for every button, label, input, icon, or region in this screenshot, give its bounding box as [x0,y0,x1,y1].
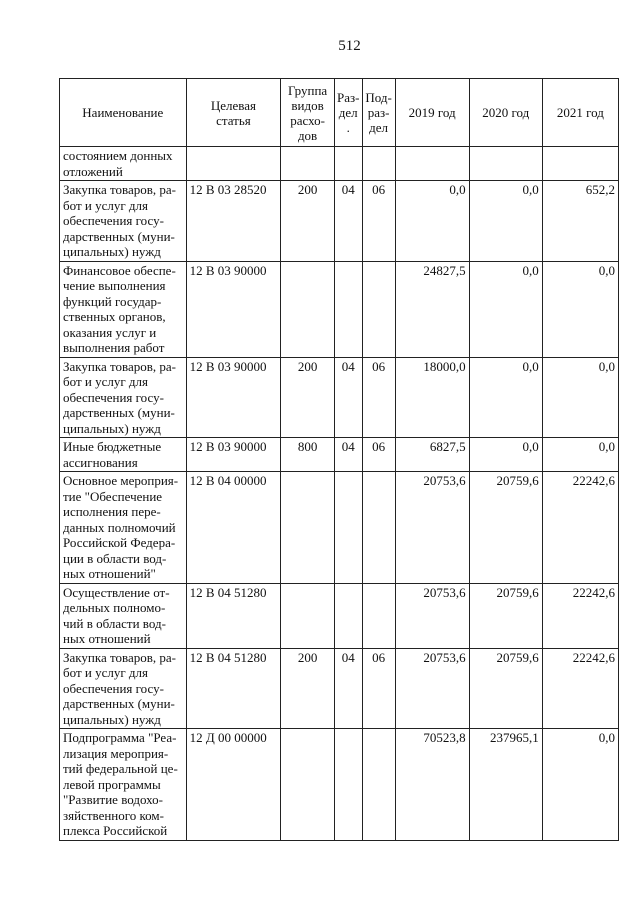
cell-target-article: 12 В 04 00000 [186,472,281,584]
cell-target-article: 12 Д 00 00000 [186,729,281,841]
cell-2019: 6827,5 [395,438,469,472]
cell-target-article: 12 В 03 28520 [186,181,281,262]
page-number: 512 [338,38,361,54]
table-row [60,261,619,357]
cell-2020: 0,0 [469,438,542,472]
header-2020: 2020 год [469,79,542,147]
cell-2020: 20759,6 [469,583,542,648]
cell-target-article: 12 В 04 51280 [186,583,281,648]
cell-2019: 20753,6 [395,583,469,648]
cell-expense-group [281,261,335,357]
cell-2020: 20759,6 [469,648,542,729]
cell-subsection [362,583,395,648]
header-expense-group: Группа видов расхо- дов [281,79,335,147]
cell-name: Осуществление от- дельных полномо- чий в области вод- ных отношений [60,583,187,648]
cell-name: Закупка товаров, ра- бот и услуг для обеспечения госу- дарственных (муни- ципальных) нужд [60,181,187,262]
cell-section: 04 [334,438,362,472]
table-row [60,181,619,262]
cell-2020 [469,147,542,181]
cell-section [334,583,362,648]
cell-expense-group: 200 [281,648,335,729]
cell-section [334,147,362,181]
table-row [60,357,619,438]
cell-target-article: 12 В 03 90000 [186,438,281,472]
cell-name: Основное мероприя- тие "Обеспечение исполнения пере- данных полномочий Российской Федера- ции в области вод- ных отношений" [60,472,187,584]
table-row [60,648,619,729]
cell-expense-group [281,147,335,181]
cell-subsection: 06 [362,357,395,438]
table-row [60,438,619,472]
header-2019: 2019 год [395,79,469,147]
cell-subsection: 06 [362,438,395,472]
cell-2019: 70523,8 [395,729,469,841]
cell-expense-group: 800 [281,438,335,472]
cell-2021: 652,2 [542,181,618,262]
cell-2021: 22242,6 [542,472,618,584]
cell-expense-group [281,472,335,584]
cell-2019: 0,0 [395,181,469,262]
cell-target-article: 12 В 03 90000 [186,357,281,438]
cell-section [334,472,362,584]
cell-2019 [395,147,469,181]
cell-subsection [362,472,395,584]
cell-2019: 24827,5 [395,261,469,357]
cell-expense-group [281,583,335,648]
header-subsection: Под- раз- дел [362,79,395,147]
cell-2021: 22242,6 [542,648,618,729]
table-row [60,147,619,181]
table-row [60,583,619,648]
cell-section: 04 [334,648,362,729]
header-section: Раз- дел . [334,79,362,147]
cell-2021: 0,0 [542,357,618,438]
cell-2020: 237965,1 [469,729,542,841]
cell-subsection: 06 [362,648,395,729]
cell-2020: 20759,6 [469,472,542,584]
cell-expense-group: 200 [281,181,335,262]
cell-subsection [362,261,395,357]
table-header-row [60,79,619,147]
cell-target-article [186,147,281,181]
cell-2019: 20753,6 [395,648,469,729]
cell-target-article: 12 В 03 90000 [186,261,281,357]
header-2021: 2021 год [542,79,618,147]
cell-name: Иные бюджетные ассигнования [60,438,187,472]
cell-name: Финансовое обеспе- чение выполнения функций государ- ственных органов, оказания услуг и выполнения работ [60,261,187,357]
cell-2020: 0,0 [469,261,542,357]
cell-2020: 0,0 [469,357,542,438]
cell-subsection [362,729,395,841]
cell-section [334,261,362,357]
table-row [60,729,619,841]
cell-name: Подпрограмма "Реа- лизация мероприя- тий федеральной це- левой программы "Развитие водохо- зяйственного ком- плекса Российской [60,729,187,841]
cell-section: 04 [334,357,362,438]
cell-expense-group: 200 [281,357,335,438]
cell-name: состоянием донных отложений [60,147,187,181]
cell-expense-group [281,729,335,841]
cell-2021: 22242,6 [542,583,618,648]
cell-subsection: 06 [362,181,395,262]
cell-target-article: 12 В 04 51280 [186,648,281,729]
cell-section: 04 [334,181,362,262]
budget-table [59,78,619,841]
cell-2019: 18000,0 [395,357,469,438]
header-name: Наименование [60,79,187,147]
table-row [60,472,619,584]
cell-name: Закупка товаров, ра- бот и услуг для обеспечения госу- дарственных (муни- ципальных) нужд [60,648,187,729]
cell-section [334,729,362,841]
cell-2021: 0,0 [542,729,618,841]
cell-2021: 0,0 [542,261,618,357]
cell-2019: 20753,6 [395,472,469,584]
cell-2021 [542,147,618,181]
cell-name: Закупка товаров, ра- бот и услуг для обеспечения госу- дарственных (муни- ципальных) нужд [60,357,187,438]
cell-2020: 0,0 [469,181,542,262]
cell-subsection [362,147,395,181]
cell-2021: 0,0 [542,438,618,472]
header-target-article: Целевая статья [186,79,281,147]
